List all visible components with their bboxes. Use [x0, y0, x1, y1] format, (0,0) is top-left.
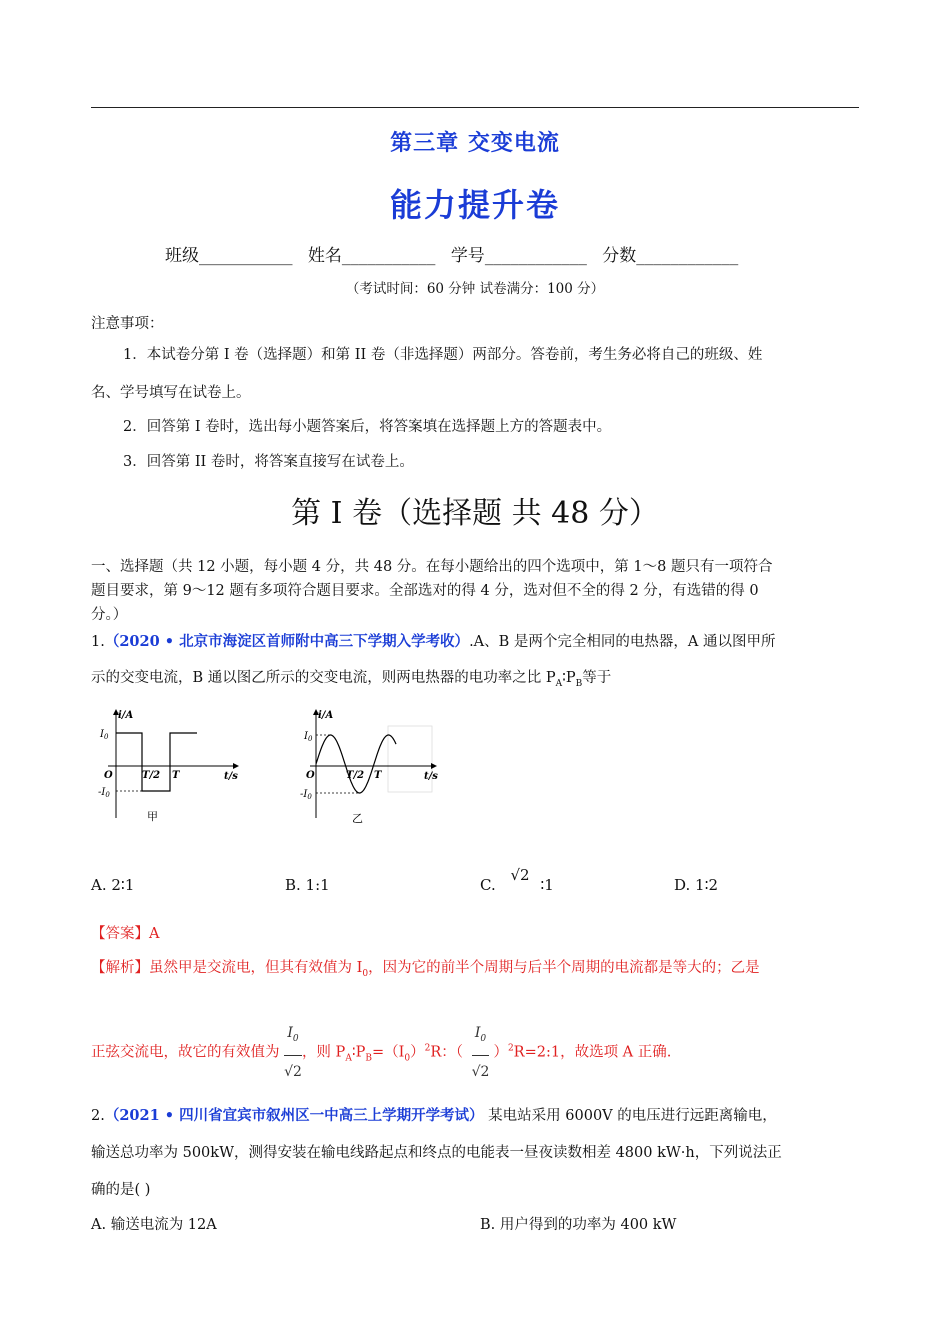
field-score-label: 分数 [602, 246, 637, 266]
q2-line-3: 确的是( ) [91, 1182, 151, 1198]
analysis-sup2-a: 2 [424, 1043, 431, 1054]
fig-a-xlabel: t/s [224, 771, 238, 782]
q1-option-c-prefix: C. [480, 876, 496, 894]
q1-text-1: .A、B 是两个完全相同的电热器，A 通以图甲所 [469, 634, 776, 650]
exam-time-info: （考试时间：60 分钟 试卷满分：100 分） [345, 281, 605, 297]
analysis-text-2c: ∶P [351, 1044, 366, 1061]
fig-a-ylabel: i/A [118, 710, 134, 721]
note-2: 2．回答第 I 卷时，选出每小题答案后，将答案填在选择题上方的答题表中。 [123, 419, 612, 435]
fig-b-i0: $I_0$ [304, 731, 313, 743]
q1-sub-a: A [555, 678, 563, 689]
fig-a-neg-i0: $-I_0$ [98, 787, 110, 799]
q1-analysis-line-2 [91, 1018, 671, 1087]
fig-b-xlabel: t/s [424, 771, 438, 782]
fig-a-period: T [172, 770, 180, 781]
note-1-line-1: 1．本试卷分第 I 卷（选择题）和第 II 卷（非选择题）两部分。答卷前，考生务必将自己的班级、姓 [123, 347, 763, 363]
analysis-text-1b: ，因为它的前半个周期与后半个周期的电流都是等大的；乙是 [368, 960, 760, 976]
analysis-text-2e: ） [410, 1044, 425, 1061]
analysis-text-1a: 虽然甲是交流电，但其有效值为 I [149, 960, 363, 976]
fig-a-caption: 甲 [147, 810, 158, 823]
fig-b-origin: O [306, 770, 315, 781]
q1-text-end: 等于 [582, 670, 612, 686]
fraction-i0-over-sqrt2: $\frac{I_0}{√2}$ [284, 1018, 302, 1087]
analysis-text-2b: ，则 P [301, 1044, 346, 1061]
chapter-title: 第三章 交变电流 [390, 131, 560, 156]
field-class-label: 班级 [165, 246, 199, 266]
field-id-blank[interactable]: ____________ [484, 246, 587, 266]
fig-b-half-period: T/2 [346, 770, 365, 781]
note-3: 3．回答第 II 卷时，将答案直接写在试卷上。 [123, 454, 414, 470]
student-info-fields [165, 241, 738, 266]
q1-number: 1. [91, 634, 105, 650]
q2-number: 2. [91, 1108, 105, 1124]
q1-line-1 [91, 631, 776, 653]
analysis-sub0-b: 0 [404, 1053, 411, 1064]
analysis-text-2f: R：（ [430, 1044, 463, 1061]
q1-line-2 [91, 667, 611, 695]
figure-b-sine-wave [296, 700, 446, 830]
field-score-blank[interactable]: ____________ [636, 246, 739, 266]
q2-line-2: 输送总功率为 500kW，测得安装在输电线路起点和终点的电能表一昼夜读数相差 4800 kW·h，下列说法正 [91, 1145, 782, 1161]
fig-b-caption: 乙 [352, 812, 363, 825]
q1-option-d[interactable]: D. 1∶2 [674, 876, 719, 894]
q1-option-a[interactable]: A. 2∶1 [91, 876, 135, 894]
fig-b-frame [388, 726, 432, 792]
notes-heading: 注意事项： [91, 316, 164, 332]
answer-tag: 【答案】 [91, 926, 149, 942]
q2-option-a[interactable]: A. 输送电流为 12A [91, 1217, 217, 1233]
section-instructions-line-3: 分。） [91, 607, 128, 623]
q2-text-1: 某电站采用 6000V 的电压进行远距离输电， [483, 1108, 777, 1124]
field-class-blank[interactable]: ___________ [199, 246, 293, 266]
header-rule [91, 107, 859, 108]
q1-source: （2020 • 北京市海淀区首师附中高三下学期入学考收） [104, 633, 470, 650]
fig-b-period: T [374, 770, 382, 781]
q2-source: （2021 • 四川省宜宾市叙州区一中高三上学期开学考试） [104, 1107, 484, 1124]
analysis-text-2d: =（I [371, 1044, 405, 1061]
q1-option-c-suffix: ∶1 [540, 876, 554, 894]
analysis-sub-a: A [345, 1053, 352, 1064]
fig-b-neg-i0: $-I_0$ [300, 789, 312, 801]
q2-option-b[interactable]: B. 用户得到的功率为 400 kW [480, 1217, 677, 1233]
analysis-text-2a: 正弦交流电，故它的有效值为 [91, 1044, 280, 1061]
analysis-text-2g: ） [493, 1044, 508, 1061]
analysis-text-2h: R=2:1，故选项 A 正确. [513, 1044, 672, 1061]
q1-option-c[interactable] [480, 866, 554, 894]
q1-analysis-line-1 [91, 957, 760, 985]
section-instructions-line-2: 题目要求，第 9～12 题有多项符合题目要求。全部选对的得 4 分，选对但不全的得 2 分，有选错的得 0 [91, 583, 759, 599]
analysis-sub0: 0 [362, 968, 369, 979]
q1-colon: ∶P [562, 670, 576, 686]
fig-a-waveform [116, 733, 197, 791]
answer-value: A [149, 926, 160, 942]
paper-title: 能力提升卷 [389, 186, 560, 224]
section-title: 第 I 卷（选择题 共 48 分） [291, 496, 659, 531]
q1-answer [91, 923, 159, 945]
fig-b-waveform [316, 735, 396, 793]
fig-a-origin: O [104, 770, 113, 781]
q1-text-2: 示的交变电流，B 通以图乙所示的交变电流，则两电热器的电功率之比 P [91, 670, 556, 686]
field-name-label: 姓名 [307, 246, 342, 266]
q1-option-c-sqrt: √2 [510, 866, 530, 884]
fig-a-half-period: T/2 [142, 770, 161, 781]
field-name-blank[interactable]: ___________ [341, 246, 436, 266]
figure-a-square-wave [90, 700, 250, 830]
q2-line-1 [91, 1105, 777, 1127]
q1-option-b[interactable]: B. 1:1 [285, 876, 330, 894]
field-id-label: 学号 [450, 246, 485, 266]
section-instructions-line-1: 一、选择题（共 12 小题，每小题 4 分，共 48 分。在每小题给出的四个选项中，第 1～8 题只有一项符合 [91, 559, 773, 575]
q1-sub-b: B [575, 678, 583, 689]
analysis-tag: 【解析】 [91, 960, 149, 976]
fraction-i0-over-sqrt2-b: $\frac{I_0}{√2}$ [472, 1018, 490, 1087]
note-1-line-2: 名、学号填写在试卷上。 [91, 385, 251, 401]
analysis-sub-b: B [365, 1053, 372, 1064]
fig-a-i0: $I_0$ [100, 729, 109, 741]
analysis-sup2-b: 2 [507, 1043, 514, 1054]
fig-b-ylabel: i/A [318, 710, 334, 721]
